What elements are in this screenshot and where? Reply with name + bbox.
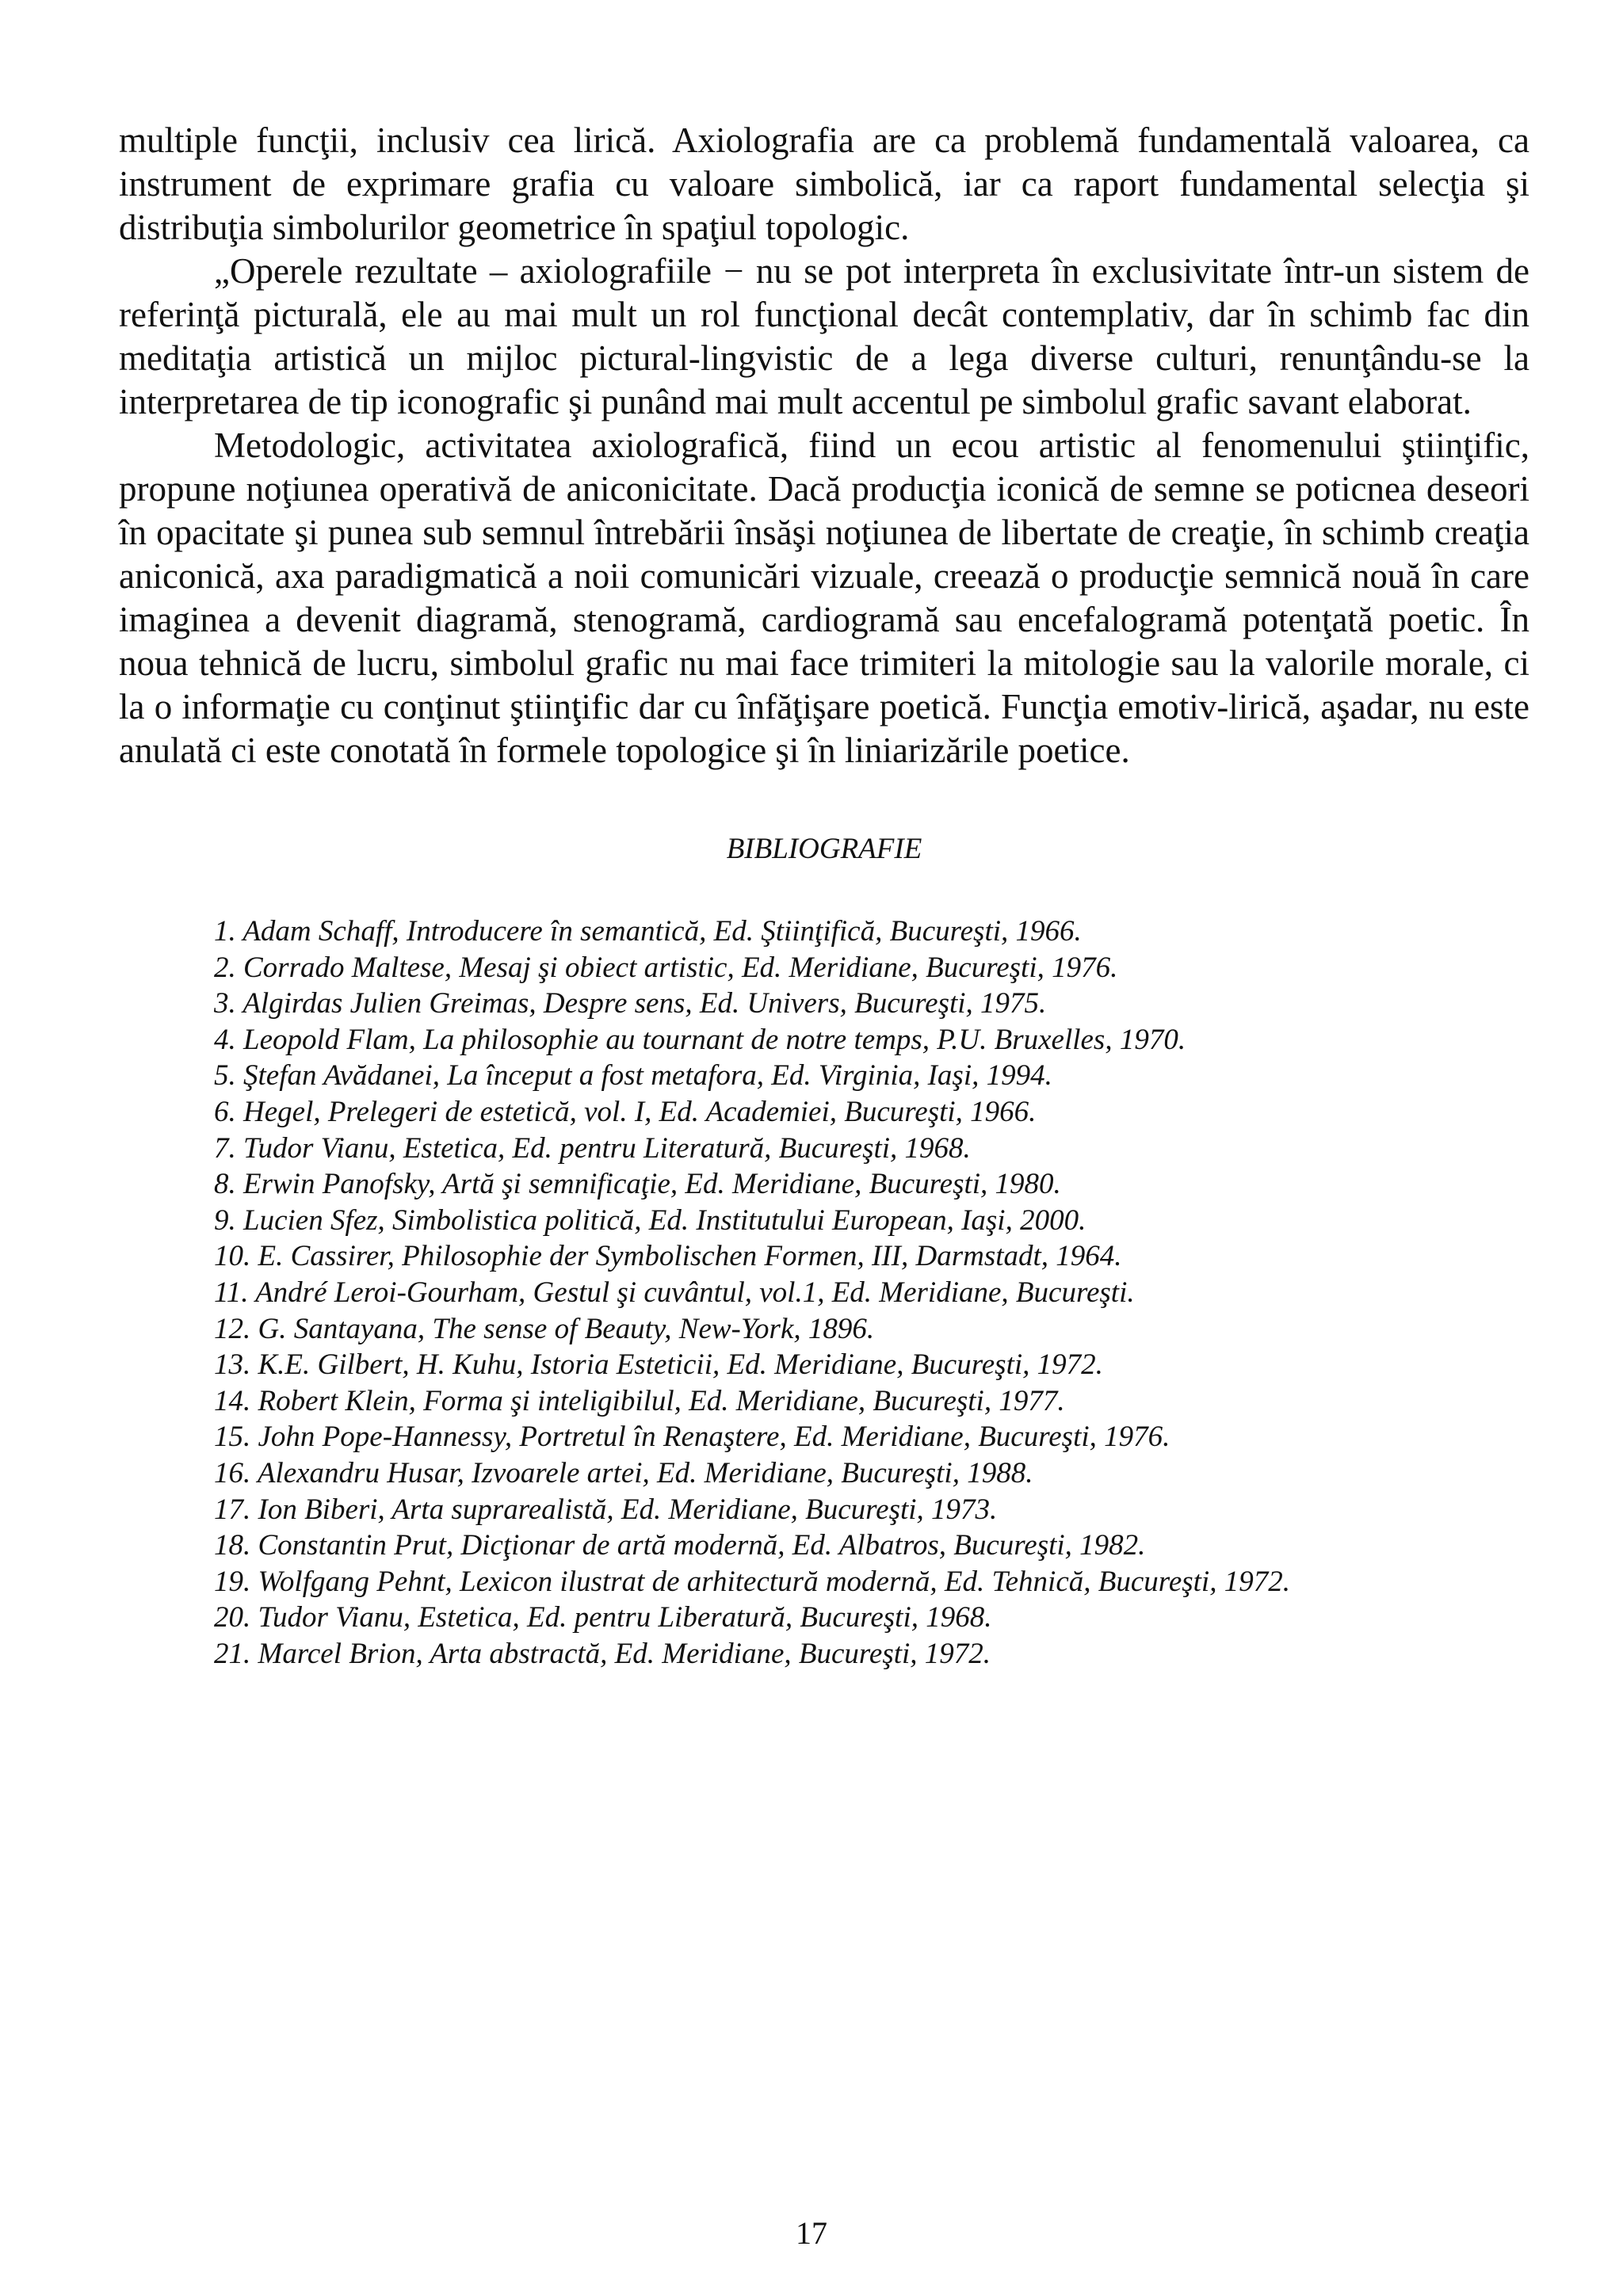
- bibliography-item: 7. Tudor Vianu, Estetica, Ed. pentru Literatură, Bucureşti, 1968.: [214, 1131, 971, 1165]
- bibliography-item: 9. Lucien Sfez, Simbolistica politică, Ed. Institutului European, Iaşi, 2000.: [214, 1203, 1086, 1237]
- paragraph-2-quote: „Operele rezultate – axiolografiile − nu se pot interpreta în exclusivitate într-un sistem de referinţă picturală, ele au mai mult un rol funcţional decât contemplativ, dar în schimb fac din meditaţia artistică un mijloc pictural-lingvistic de a lega diverse culturi, renunţându-se la interpretarea de tip iconografic şi punând mai mult accentul pe simbolul grafic savant elaborat.: [119, 251, 1529, 421]
- bibliography-item: 14. Robert Klein, Forma şi inteligibilul, Ed. Meridiane, Bucureşti, 1977.: [214, 1384, 1065, 1417]
- bibliography-item: 21. Marcel Brion, Arta abstractă, Ed. Meridiane, Bucureşti, 1972.: [214, 1637, 991, 1670]
- bibliography-item: 16. Alexandru Husar, Izvoarele artei, Ed. Meridiane, Bucureşti, 1988.: [214, 1456, 1033, 1489]
- paragraph-1: multiple funcţii, inclusiv cea lirică. Axiolografia are ca problemă fundamentală valoarea, ca instrument de exprimare grafia cu valoare simbolică, iar ca raport fundamental selecţia şi distribuţia simbolurilor geometrice în spaţiul topologic.: [119, 120, 1529, 247]
- bibliography-item: 15. John Pope-Hannessy, Portretul în Renaştere, Ed. Meridiane, Bucureşti, 1976.: [214, 1421, 1170, 1454]
- bibliography-item: 8. Erwin Panofsky, Artă şi semnificaţie, Ed. Meridiane, Bucureşti, 1980.: [214, 1168, 1061, 1201]
- bibliography-item: 18. Constantin Prut, Dicţionar de artă modernă, Ed. Albatros, Bucureşti, 1982.: [214, 1529, 1146, 1562]
- bibliography-item: 2. Corrado Maltese, Mesaj şi obiect artistic, Ed. Meridiane, Bucureşti, 1976.: [214, 951, 1118, 984]
- bibliography-item: 1. Adam Schaff, Introducere în semantică, Ed. Ştiinţifică, Bucureşti, 1966.: [214, 915, 1082, 948]
- bibliography-item: 12. G. Santayana, The sense of Beauty, New-York, 1896.: [214, 1312, 875, 1345]
- bibliography-item: 6. Hegel, Prelegeri de estetică, vol. I, Ed. Academiei, Bucureşti, 1966.: [214, 1095, 1037, 1128]
- bibliography-item: 5. Ştefan Avădanei, La început a fost metafora, Ed. Virginia, Iaşi, 1994.: [214, 1059, 1052, 1093]
- bibliography-item: 17. Ion Biberi, Arta suprarealistă, Ed. Meridiane, Bucureşti, 1973.: [214, 1493, 998, 1526]
- paragraph-3: Metodologic, activitatea axiolografică, fiind un ecou artistic al fenomenului ştiinţific, propune noţiunea operativă de aniconicitate. Dacă producţia iconică de semne se poticnea deseori în opacitate şi punea sub semnul întrebării însăşi noţiunea de libertate de creaţie, în schimb creaţia aniconică, axa paradigmatică a noii comunicări vizuale, creează o producţie semnică nouă în care imaginea a devenit diagramă, stenogramă, cardiogramă sau encefalogramă potenţată poetic. În noua tehnică de lucru, simbolul grafic nu mai face trimiteri la mitologie sau la valorile morale, ci la o informaţie cu conţinut ştiinţific dar cu înfăţişare poetică. Funcţia emotiv-lirică, aşadar, nu este anulată ci este conotată în formele topologice şi în liniarizările poetice.: [119, 425, 1529, 770]
- bibliography-item: 19. Wolfgang Pehnt, Lexicon ilustrat de arhitectură modernă, Ed. Tehnică, Bucureşti, 1972.: [214, 1565, 1290, 1598]
- bibliography-item: 3. Algirdas Julien Greimas, Despre sens, Ed. Univers, Bucureşti, 1975.: [214, 987, 1047, 1020]
- bibliography-item: 4. Leopold Flam, La philosophie au tournant de notre temps, P.U. Bruxelles, 1970.: [214, 1023, 1186, 1056]
- bibliography-item: 13. K.E. Gilbert, H. Kuhu, Istoria Esteticii, Ed. Meridiane, Bucureşti, 1972.: [214, 1348, 1103, 1382]
- bibliography-title: BIBLIOGRAFIE: [726, 833, 922, 865]
- bibliography-item: 20. Tudor Vianu, Estetica, Ed. pentru Liberatură, Bucureşti, 1968.: [214, 1601, 992, 1634]
- bibliography-list: [119, 913, 1529, 1672]
- page-number: 17: [796, 2215, 827, 2251]
- page-body: [119, 119, 1529, 1672]
- bibliography-item: 11. André Leroi-Gourham, Gestul şi cuvântul, vol.1, Ed. Meridiane, Bucureşti.: [214, 1276, 1135, 1309]
- bibliography-item: 10. E. Cassirer, Philosophie der Symbolischen Formen, III, Darmstadt, 1964.: [214, 1240, 1122, 1273]
